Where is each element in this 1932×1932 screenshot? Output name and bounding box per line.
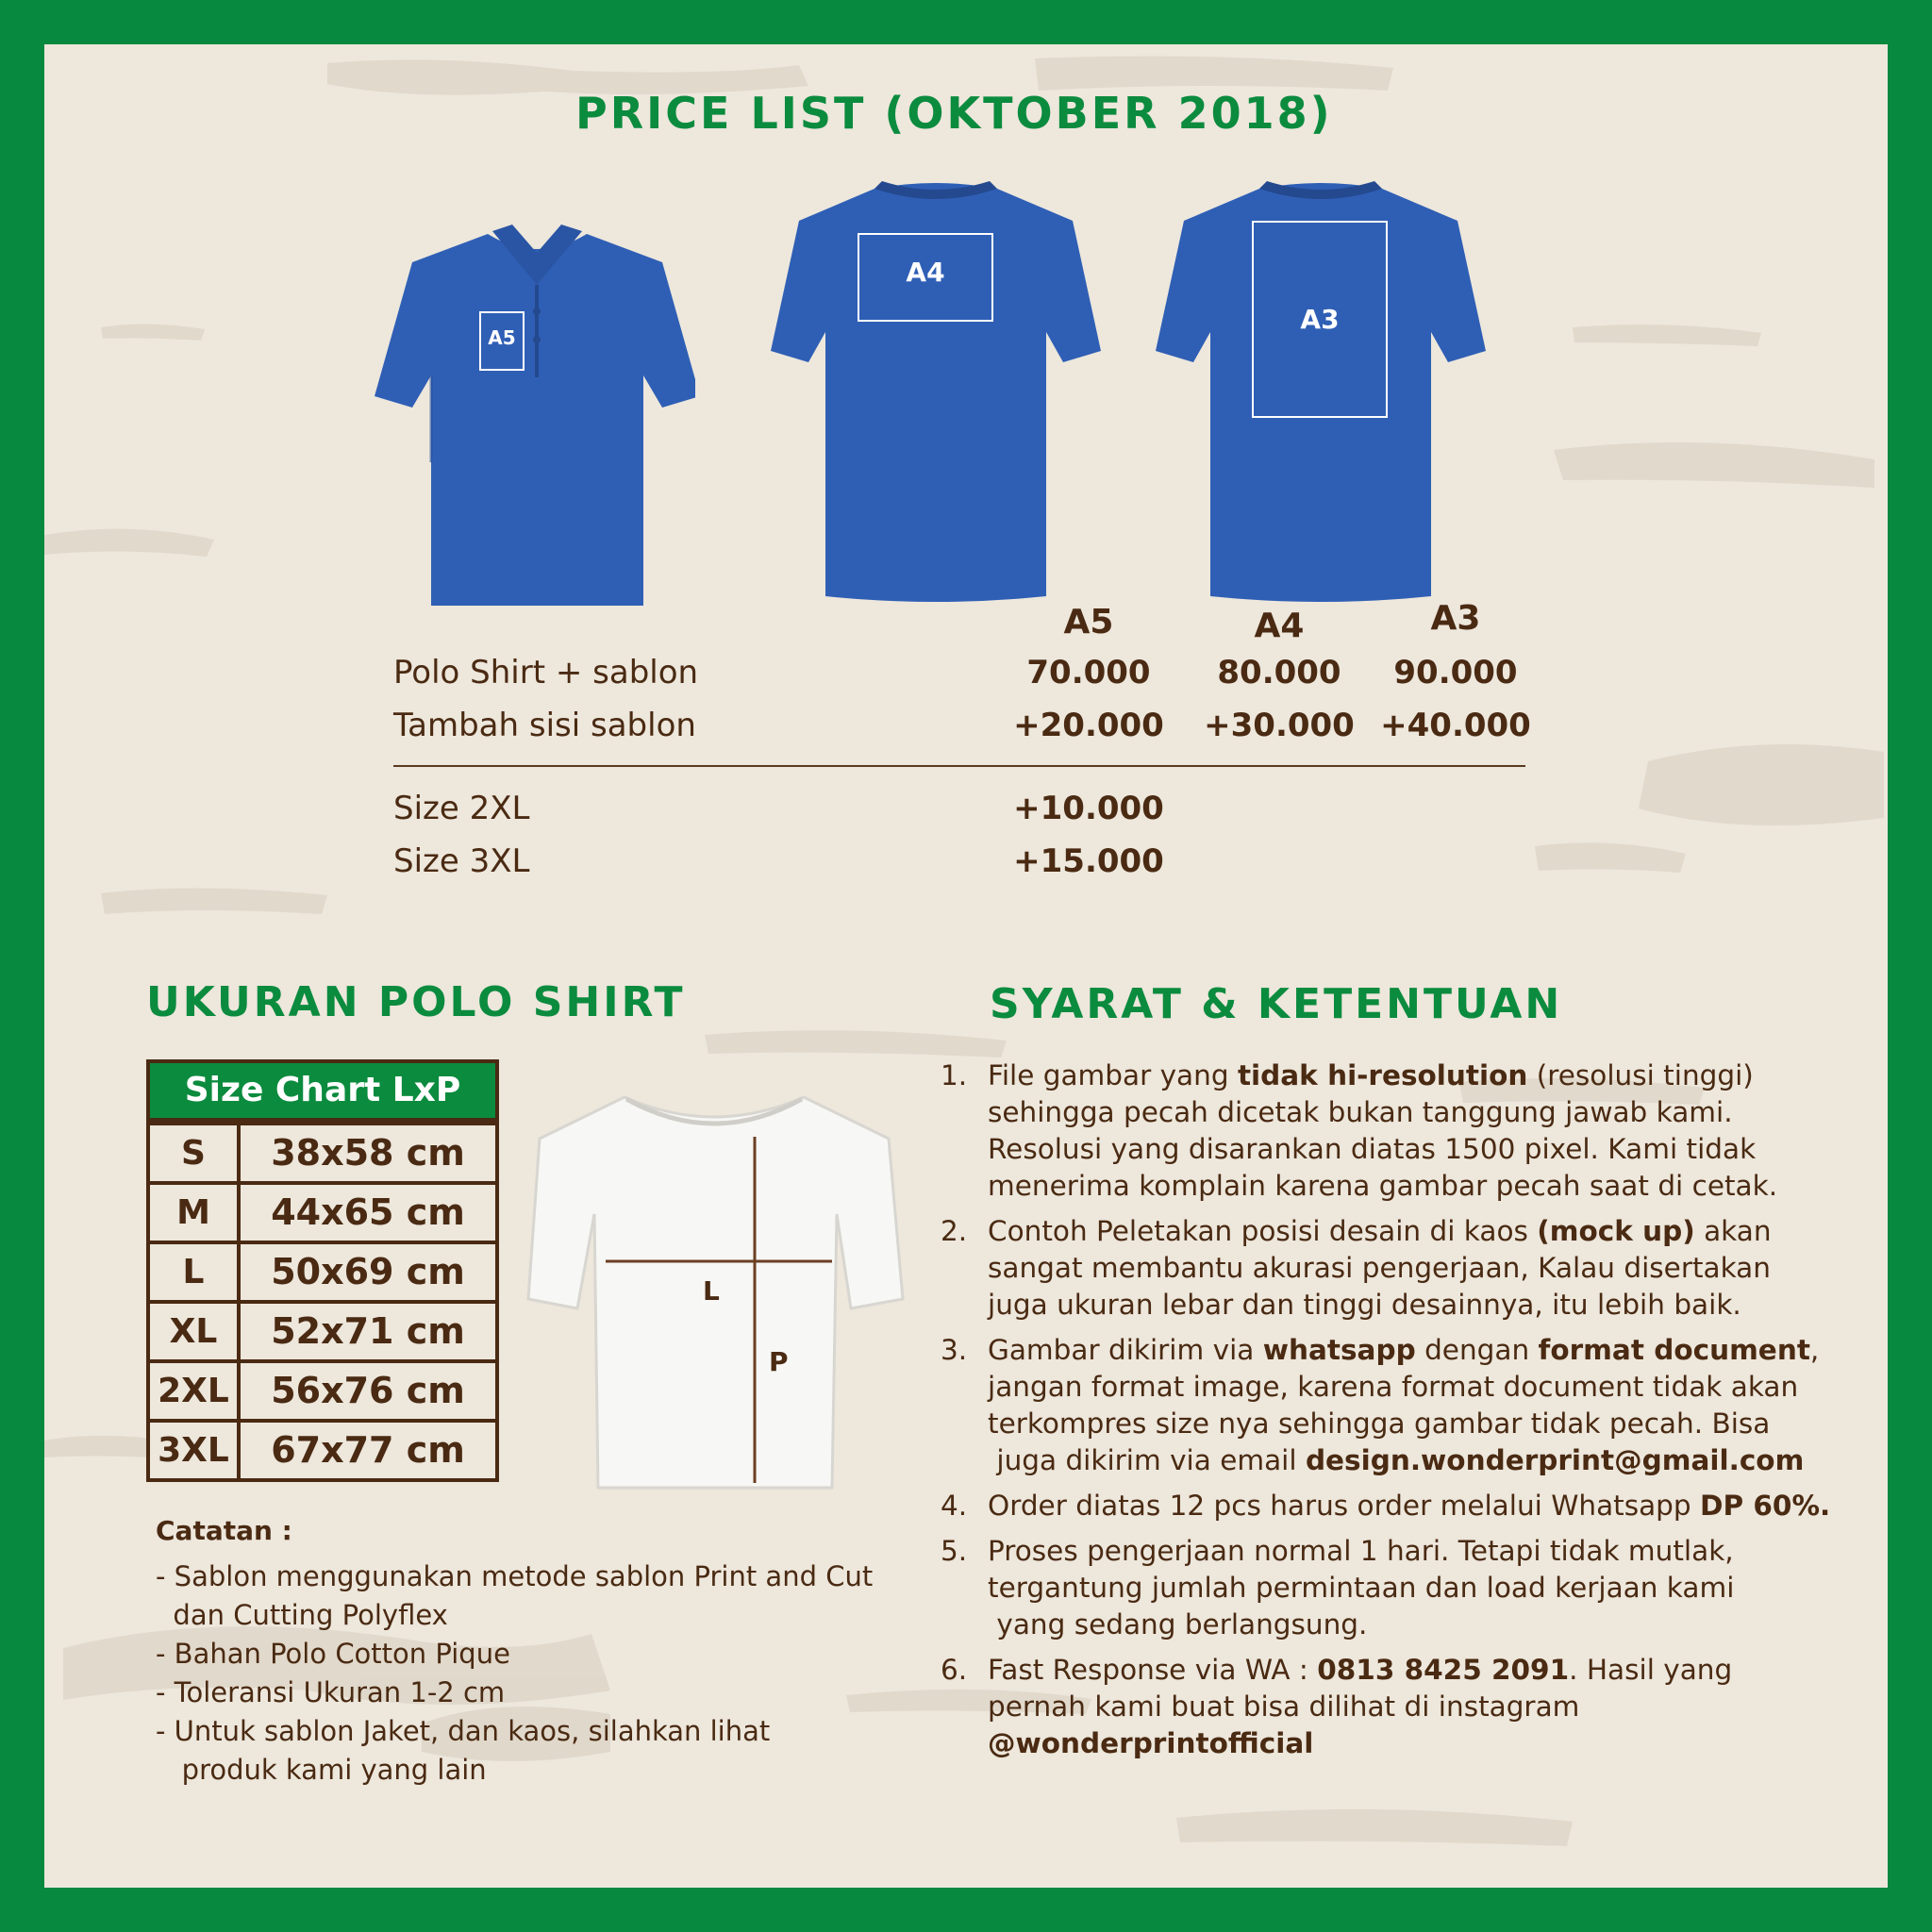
terms-heading: SYARAT & KETENTUAN <box>990 980 1563 1028</box>
term-item-2 <box>941 1213 1874 1324</box>
term-number: 6. <box>941 1654 968 1686</box>
surcharge-value: +15.000 <box>1013 842 1164 880</box>
term-text: yang sedang berlangsung. <box>988 1608 1368 1641</box>
term-emphasis: DP 60%. <box>1700 1490 1831 1522</box>
term-item-5 <box>941 1533 1874 1643</box>
size-row <box>150 1241 495 1300</box>
polo-shirt-front-a5 <box>375 179 695 613</box>
term-item-4 <box>941 1488 1874 1524</box>
term-text: File gambar yang <box>988 1059 1238 1091</box>
price-a3: 90.000 <box>1393 654 1518 691</box>
price-row-tambah-sisi <box>393 707 1620 754</box>
size-chart-title: Size Chart LxP <box>150 1063 495 1122</box>
price-a4: 80.000 <box>1217 654 1341 691</box>
notes-block <box>156 1511 967 1790</box>
price-row-polo-sablon <box>393 654 1620 701</box>
price-divider <box>393 765 1525 767</box>
size-row <box>150 1181 495 1241</box>
size-dimension: 67x77 cm <box>271 1429 465 1471</box>
row-label: Size 2XL <box>393 790 530 827</box>
size-dimension: 56x76 cm <box>271 1370 465 1411</box>
print-area-label: A4 <box>906 257 945 288</box>
term-text: pernah kami buat bisa dilihat di instagram <box>988 1690 1580 1723</box>
term-text: terkompres size nya sehingga gambar tidak pecah. Bisa <box>988 1407 1771 1440</box>
polo-shirt-front-icon <box>375 179 695 613</box>
notes-title: Catatan : <box>156 1515 292 1546</box>
row-label: Tambah sisi sablon <box>393 707 696 744</box>
term-emphasis: (mock up) <box>1537 1215 1695 1247</box>
term-text: (resolusi tinggi) <box>1527 1059 1754 1091</box>
term-text: tergantung jumlah permintaan dan load kerjaan kami <box>988 1572 1735 1604</box>
term-text: Gambar dikirim via <box>988 1334 1263 1366</box>
row-label: Polo Shirt + sablon <box>393 654 699 691</box>
term-number: 1. <box>941 1059 968 1091</box>
note-line: - Bahan Polo Cotton Pique <box>156 1638 510 1670</box>
column-header-a5: A5 <box>1063 603 1114 641</box>
size-dimension: 44x65 cm <box>271 1191 465 1233</box>
price-row-size-3xl <box>393 842 1620 890</box>
term-text: dengan <box>1415 1334 1539 1366</box>
email-link[interactable]: design.wonderprint@gmail.com <box>1305 1444 1805 1476</box>
term-emphasis: tidak hi-resolution <box>1237 1059 1528 1091</box>
size-code: XL <box>150 1304 241 1359</box>
note-line: produk kami yang lain <box>156 1754 487 1786</box>
term-number: 4. <box>941 1490 968 1522</box>
whatsapp-number[interactable]: 0813 8425 2091 <box>1317 1654 1570 1686</box>
term-text: Proses pengerjaan normal 1 hari. Tetapi tidak mutlak, <box>988 1535 1734 1567</box>
price-row-size-2xl <box>393 790 1620 837</box>
page-title: PRICE LIST (OKTOBER 2018) <box>575 88 1333 139</box>
size-code: 3XL <box>150 1423 241 1478</box>
print-area-label: A5 <box>488 326 516 349</box>
term-text: Fast Response via WA : <box>988 1654 1318 1686</box>
term-item-1 <box>941 1058 1874 1205</box>
surcharge-value: +10.000 <box>1013 790 1164 827</box>
size-dimension: 52x71 cm <box>271 1310 465 1352</box>
term-emphasis: format document <box>1538 1334 1810 1366</box>
length-label: P <box>769 1346 789 1377</box>
term-number: 3. <box>941 1334 968 1366</box>
term-text: Order diatas 12 pcs harus order melalui Whatsapp <box>988 1490 1701 1522</box>
column-header-a4: A4 <box>1254 607 1305 645</box>
size-dimension: 50x69 cm <box>271 1251 465 1292</box>
print-area-label: A3 <box>1300 304 1340 335</box>
term-text: Contoh Peletakan posisi desain di kaos <box>988 1215 1538 1247</box>
term-text: , <box>1809 1334 1820 1366</box>
size-dimension: 38x58 cm <box>271 1132 465 1174</box>
term-item-6 <box>941 1652 1874 1762</box>
term-emphasis: whatsapp <box>1262 1334 1416 1366</box>
term-text: akan <box>1694 1215 1772 1247</box>
size-row <box>150 1419 495 1478</box>
term-number: 2. <box>941 1215 968 1247</box>
size-code: L <box>150 1244 241 1300</box>
instagram-handle[interactable]: @wonderprintofficial <box>988 1727 1314 1759</box>
note-line: - Toleransi Ukuran 1-2 cm <box>156 1676 506 1708</box>
note-line: - Untuk sablon Jaket, dan kaos, silahkan lihat <box>156 1715 771 1747</box>
price-a5: +20.000 <box>1013 707 1164 744</box>
size-code: M <box>150 1185 241 1241</box>
term-text: sangat membantu akurasi pengerjaan, Kalau disertakan <box>988 1252 1771 1284</box>
price-a5: 70.000 <box>1026 654 1151 691</box>
term-text: menerima komplain karena gambar pecah saat di cetak. <box>988 1170 1778 1202</box>
term-text: . Hasil yang <box>1569 1654 1733 1686</box>
term-text: juga dikirim via email <box>988 1444 1306 1476</box>
size-row <box>150 1122 495 1181</box>
tshirt-measurement-illustration <box>521 1082 917 1501</box>
polo-shirt-back-a4 <box>771 181 1101 615</box>
price-list-poster <box>44 44 1888 1888</box>
term-number: 5. <box>941 1535 968 1567</box>
term-text: juga ukuran lebar dan tinggi desainnya, itu lebih baik. <box>988 1289 1741 1321</box>
size-chart-table <box>146 1059 499 1482</box>
term-item-3 <box>941 1332 1874 1479</box>
size-code: 2XL <box>150 1363 241 1419</box>
row-label: Size 3XL <box>393 842 530 880</box>
note-line: dan Cutting Polyflex <box>156 1599 448 1631</box>
width-label: L <box>703 1275 720 1307</box>
price-a3: +40.000 <box>1380 707 1531 744</box>
size-section-heading: UKURAN POLO SHIRT <box>146 978 686 1026</box>
price-a4: +30.000 <box>1204 707 1355 744</box>
size-row <box>150 1359 495 1419</box>
size-row <box>150 1300 495 1359</box>
term-text: Resolusi yang disarankan diatas 1500 pixel. Kami tidak <box>988 1133 1757 1165</box>
size-code: S <box>150 1125 241 1181</box>
note-line: - Sablon menggunakan metode sablon Print and Cut <box>156 1560 874 1592</box>
term-text: sehingga pecah dicetak bukan tanggung jawab kami. <box>988 1096 1733 1128</box>
column-header-a3: A3 <box>1430 599 1481 638</box>
polo-shirt-back-a3 <box>1156 181 1486 615</box>
term-text: jangan format image, karena format document tidak akan <box>988 1371 1799 1403</box>
terms-list <box>941 1058 1874 1771</box>
